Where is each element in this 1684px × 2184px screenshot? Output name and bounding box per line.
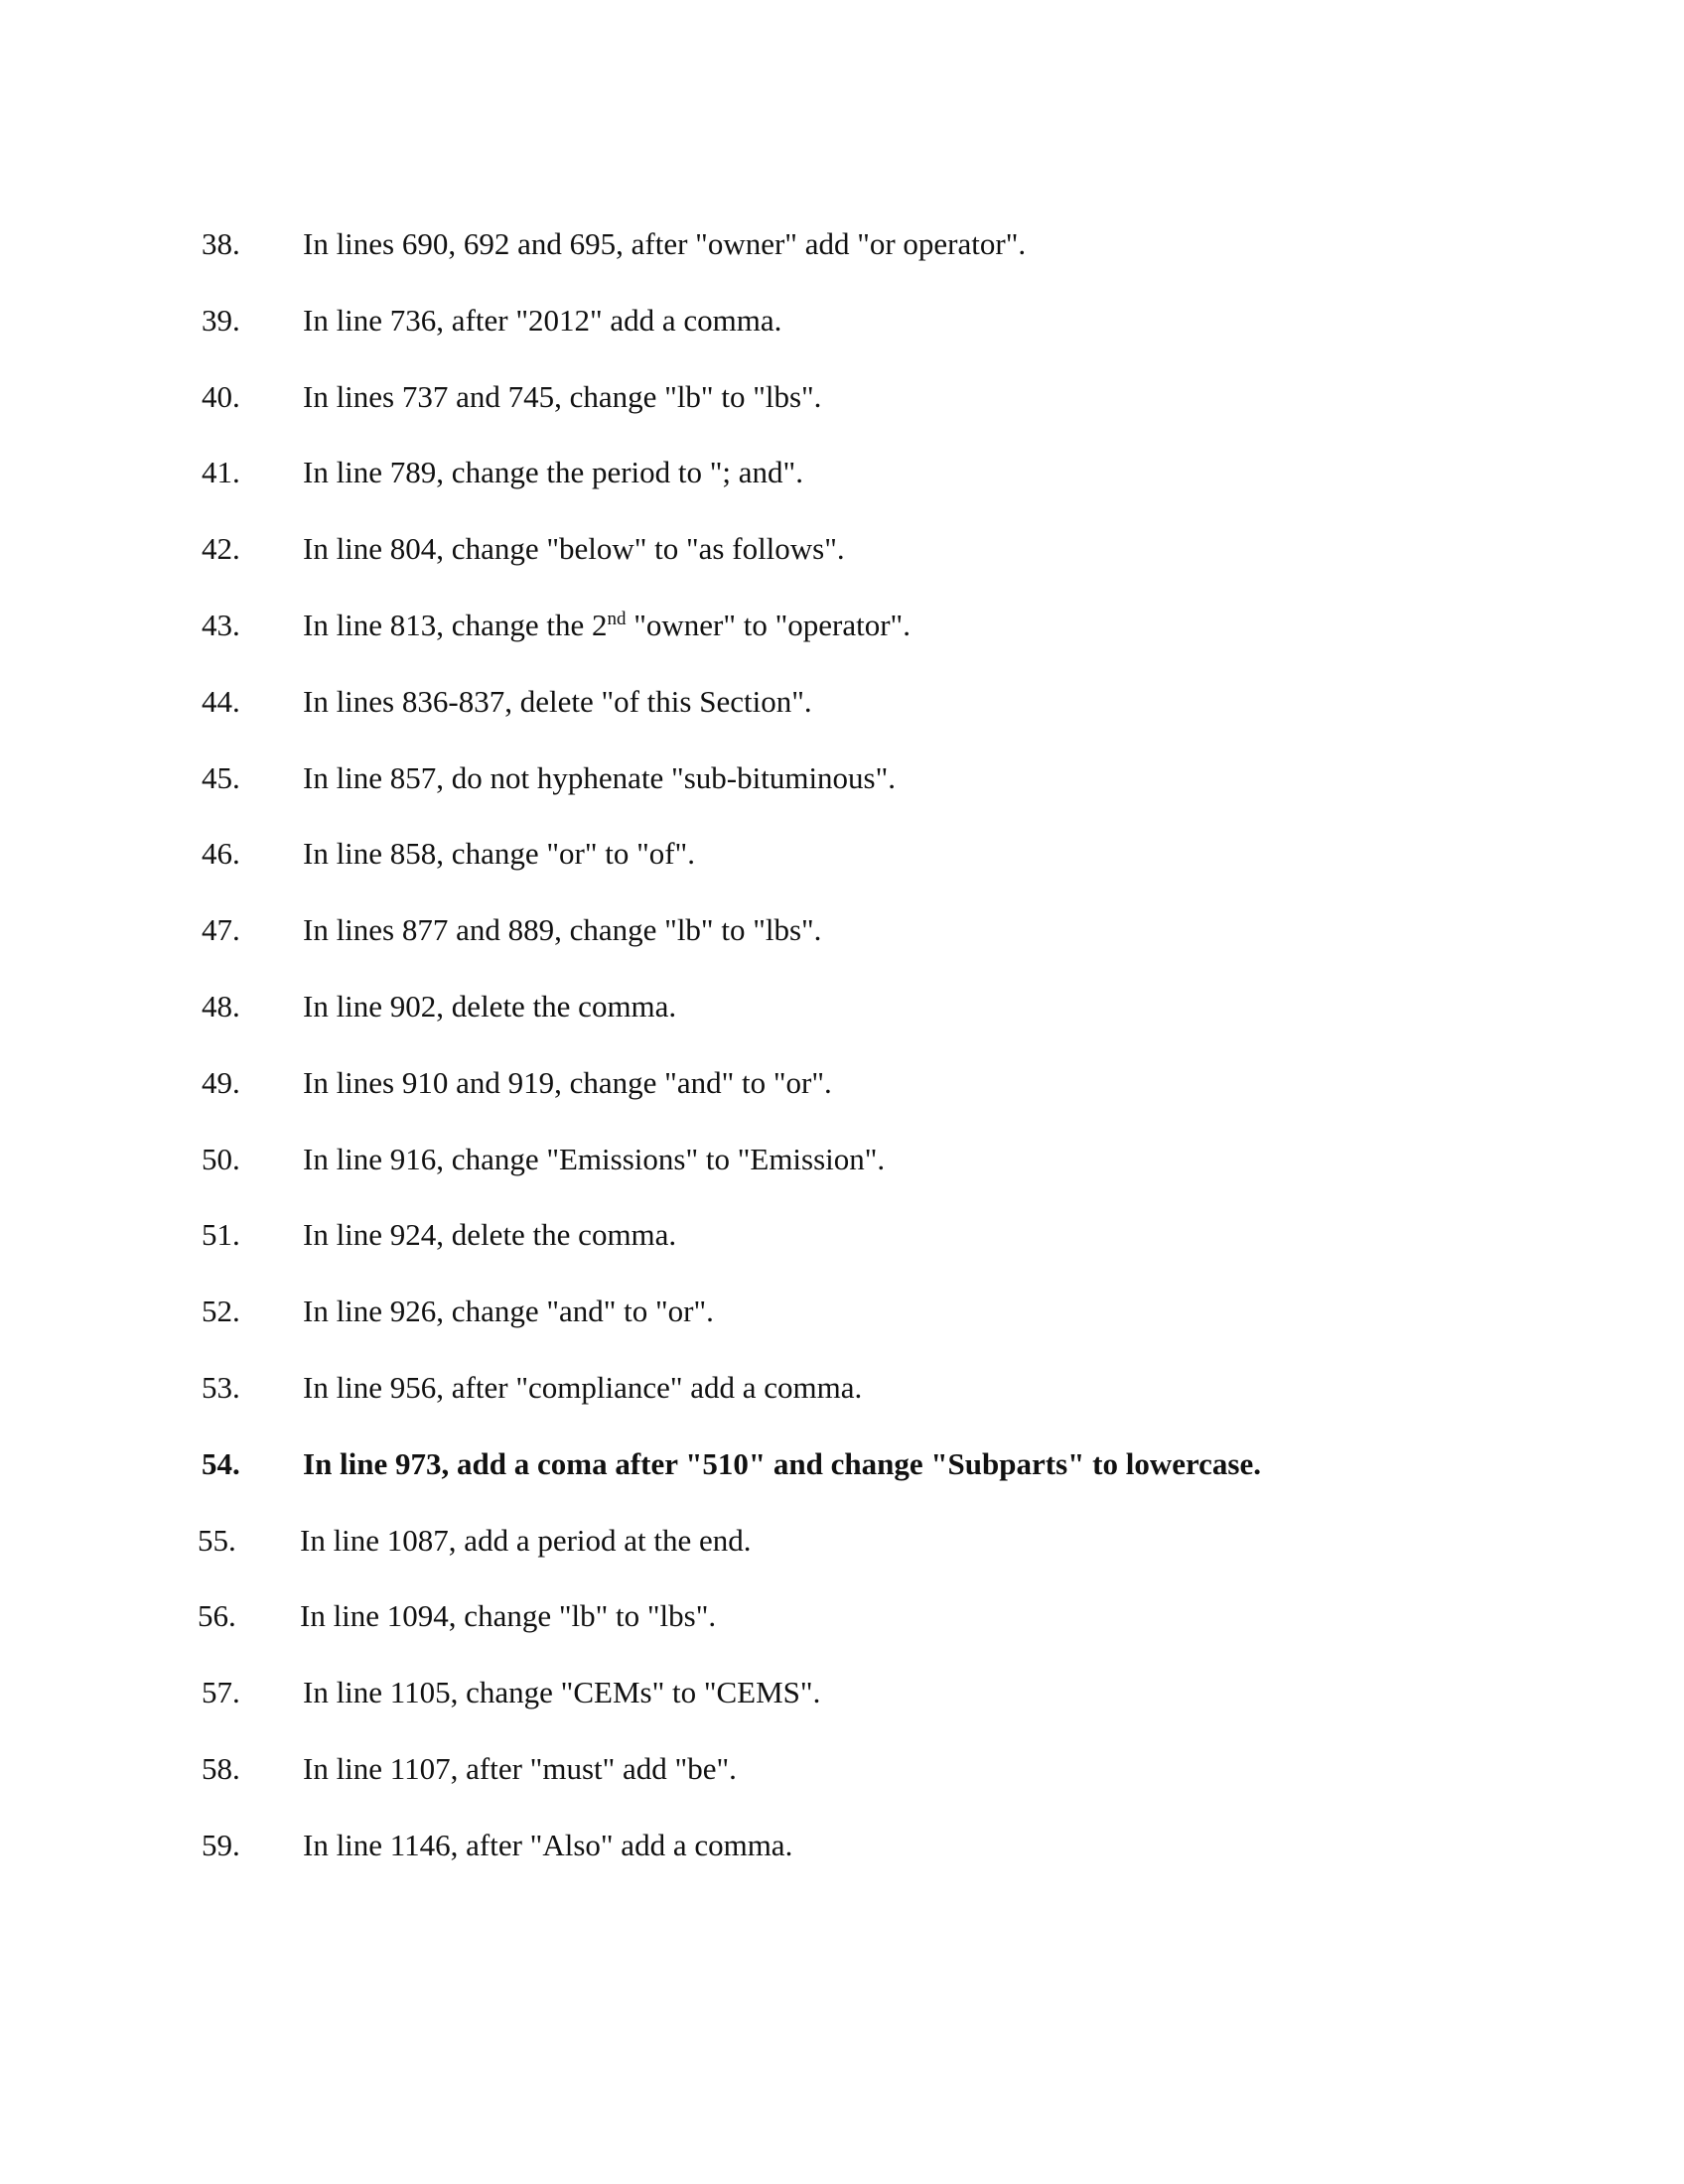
item-number: 55. bbox=[198, 1522, 236, 1558]
amendment-list bbox=[198, 224, 1261, 1902]
list-item bbox=[202, 1215, 1261, 1292]
item-number: 41. bbox=[202, 455, 240, 490]
item-text: In lines 690, 692 and 695, after "owner" add "or operator". bbox=[303, 226, 1027, 261]
item-text: In lines 737 and 745, change "lb" to "lbs". bbox=[303, 378, 822, 414]
item-text: In line 858, change "or" to "of". bbox=[303, 836, 695, 872]
list-item bbox=[202, 1292, 1261, 1368]
list-item bbox=[202, 1140, 1261, 1216]
item-number: 54. bbox=[202, 1445, 240, 1481]
list-item bbox=[202, 224, 1261, 301]
list-item bbox=[202, 1063, 1261, 1140]
item-text: In line 789, change the period to "; and". bbox=[303, 455, 803, 490]
list-item bbox=[198, 1596, 1261, 1673]
list-item bbox=[202, 987, 1261, 1063]
list-item bbox=[198, 1521, 1261, 1597]
list-item bbox=[202, 1673, 1261, 1749]
item-number: 51. bbox=[202, 1217, 240, 1253]
item-text: In line 1107, after "must" add "be". bbox=[303, 1750, 737, 1786]
item-number: 50. bbox=[202, 1141, 240, 1176]
item-number: 39. bbox=[202, 302, 240, 338]
item-text: In line 1087, add a period at the end. bbox=[300, 1522, 752, 1558]
item-text: In line 926, change "and" to "or". bbox=[303, 1294, 714, 1329]
item-number: 57. bbox=[202, 1675, 240, 1710]
list-item bbox=[202, 910, 1261, 987]
item-text-before: In line 813, change the 2 bbox=[303, 607, 608, 642]
item-number: 38. bbox=[202, 226, 240, 261]
list-item bbox=[202, 606, 1261, 682]
item-text-after: "owner" to "operator". bbox=[626, 607, 911, 642]
item-text: In line 804, change "below" to "as follows". bbox=[303, 531, 845, 567]
item-text: In line 902, delete the comma. bbox=[303, 988, 677, 1024]
list-item bbox=[202, 301, 1261, 377]
item-text: In line 924, delete the comma. bbox=[303, 1217, 677, 1253]
item-text: In line 1146, after "Also" add a comma. bbox=[303, 1827, 793, 1862]
list-item bbox=[202, 529, 1261, 606]
list-item bbox=[202, 682, 1261, 758]
item-text: In lines 877 and 889, change "lb" to "lbs". bbox=[303, 912, 822, 948]
list-item-bold bbox=[202, 1444, 1261, 1521]
item-text: In line 916, change "Emissions" to "Emission". bbox=[303, 1141, 886, 1176]
list-item bbox=[202, 1368, 1261, 1444]
list-item bbox=[202, 377, 1261, 454]
item-text: In line 956, after "compliance" add a comma. bbox=[303, 1369, 863, 1405]
list-item bbox=[202, 1826, 1261, 1902]
item-text: In line 857, do not hyphenate "sub-bituminous". bbox=[303, 759, 897, 795]
item-text: In line 973, add a coma after "510" and change "Subparts" to lowercase. bbox=[303, 1445, 1261, 1481]
item-number: 48. bbox=[202, 988, 240, 1024]
item-text: In line 1105, change "CEMs" to "CEMS". bbox=[303, 1675, 821, 1710]
item-number: 47. bbox=[202, 912, 240, 948]
item-text: In lines 910 and 919, change "and" to "or". bbox=[303, 1064, 832, 1100]
item-number: 52. bbox=[202, 1294, 240, 1329]
item-text: In lines 836-837, delete "of this Section". bbox=[303, 683, 812, 719]
list-item bbox=[202, 834, 1261, 910]
item-text: In line 1094, change "lb" to "lbs". bbox=[300, 1598, 717, 1634]
item-number: 40. bbox=[202, 378, 240, 414]
list-item bbox=[202, 758, 1261, 835]
item-number: 42. bbox=[202, 531, 240, 567]
item-text bbox=[303, 606, 911, 645]
list-item bbox=[202, 1749, 1261, 1826]
list-item bbox=[202, 453, 1261, 529]
item-number: 56. bbox=[198, 1598, 236, 1634]
item-number: 43. bbox=[202, 607, 240, 642]
item-number: 59. bbox=[202, 1827, 240, 1862]
item-number: 46. bbox=[202, 836, 240, 872]
superscript-ordinal: nd bbox=[607, 608, 627, 629]
item-text: In line 736, after "2012" add a comma. bbox=[303, 302, 782, 338]
item-number: 49. bbox=[202, 1064, 240, 1100]
item-number: 53. bbox=[202, 1369, 240, 1405]
item-number: 58. bbox=[202, 1750, 240, 1786]
item-number: 44. bbox=[202, 683, 240, 719]
item-number: 45. bbox=[202, 759, 240, 795]
